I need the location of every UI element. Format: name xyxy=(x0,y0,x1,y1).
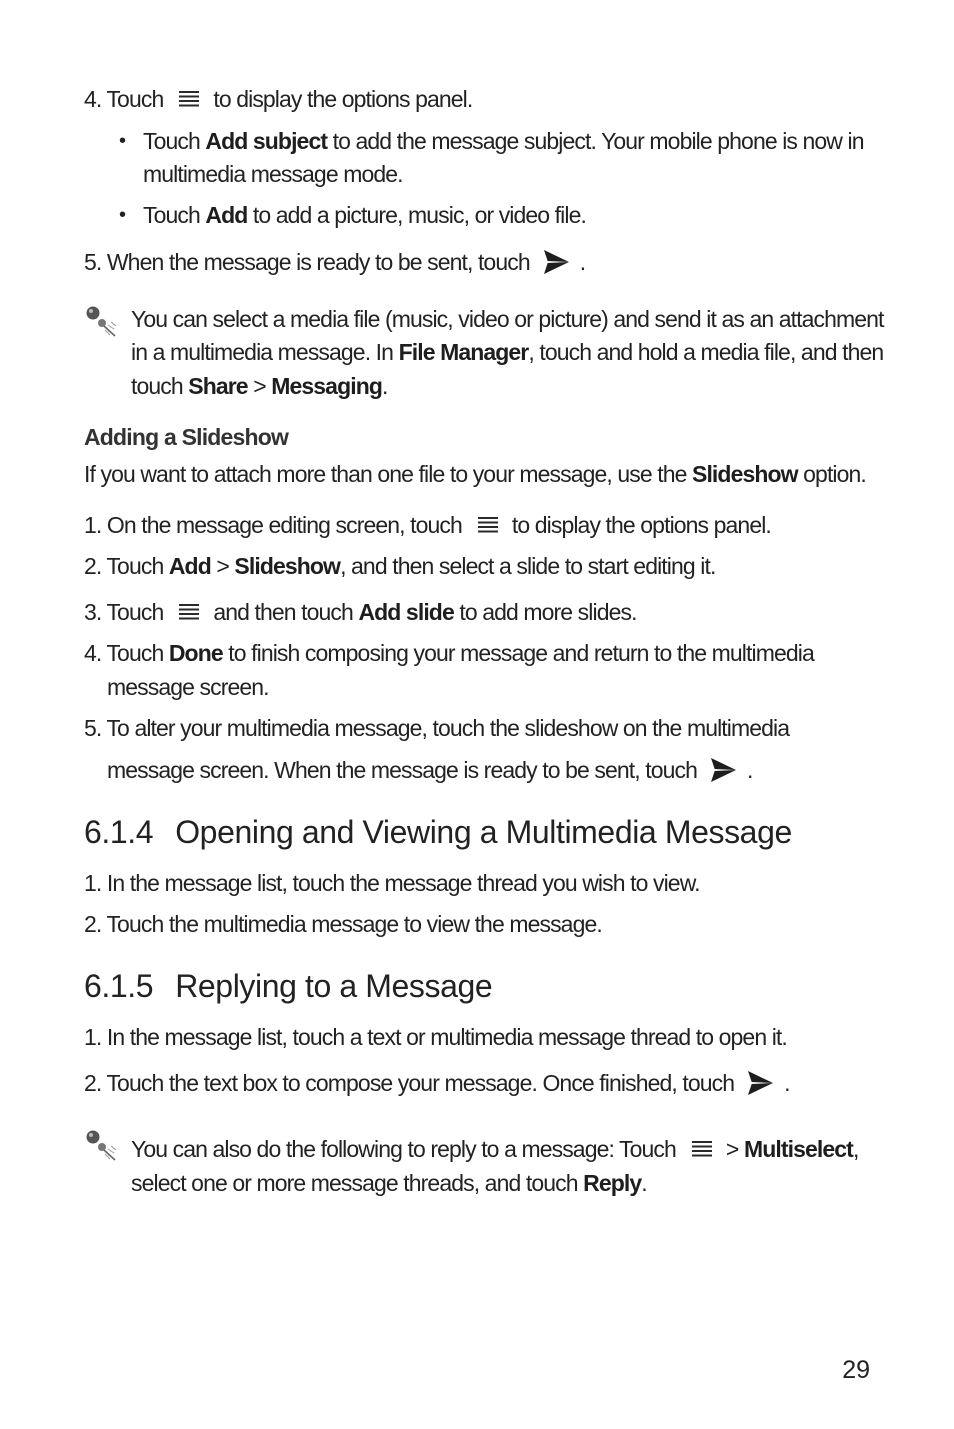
step-4 xyxy=(84,83,472,115)
done-term: Done xyxy=(168,640,223,666)
section-6-1-4-heading xyxy=(84,812,792,852)
slideshow-step-5: 5. To alter your multimedia message, touch the slideshow on the multimedia xyxy=(84,715,790,741)
tip-comma: , xyxy=(852,1136,859,1162)
menu-icon xyxy=(692,1141,712,1157)
tip-text: touch xyxy=(131,373,183,399)
step-separator: > xyxy=(216,553,229,579)
step-text: to display the options panel. xyxy=(511,512,771,538)
step-text: to finish composing your message and return to the multimedia xyxy=(228,640,814,666)
open-step-1: 1. In the message list, touch the message thread you wish to view. xyxy=(84,870,700,896)
tip-separator: > xyxy=(253,373,266,399)
tip-period: . xyxy=(641,1170,647,1196)
tip-2-line-1 xyxy=(131,1133,858,1165)
tip-text: in a multimedia message. In xyxy=(131,339,394,365)
share-term: Share xyxy=(188,373,248,399)
reply-term: Reply xyxy=(583,1170,642,1196)
step-text: 1. On the message editing screen, touch xyxy=(84,512,462,538)
add-term: Add xyxy=(168,553,211,579)
messaging-term: Messaging xyxy=(271,373,383,399)
step-5 xyxy=(84,246,585,278)
slideshow-step-4 xyxy=(84,637,814,669)
tip-period: . xyxy=(382,373,388,399)
step-text: , and then select a slide to start editing it. xyxy=(340,553,716,579)
bullet-add xyxy=(143,199,586,231)
multiselect-term: Multiselect xyxy=(743,1136,853,1162)
tip-icon xyxy=(84,305,118,339)
slideshow-step-4-cont: message screen. xyxy=(107,674,269,700)
add-subject-term: Add subject xyxy=(205,128,328,154)
add-slide-term: Add slide xyxy=(358,599,454,625)
reply-step-2 xyxy=(84,1067,790,1099)
menu-icon xyxy=(179,604,199,620)
step-4-text-end: to display the options panel. xyxy=(213,86,473,112)
tip-1-line-3 xyxy=(131,370,388,402)
section-title: Opening and Viewing a Multimedia Message xyxy=(175,814,792,850)
tip-text: , touch and hold a media file, and then xyxy=(528,339,884,365)
tip-1-line-1: You can select a media file (music, video or picture) and send it as an attachment xyxy=(131,306,884,332)
step-period: . xyxy=(784,1070,790,1096)
step-text: 2. Touch xyxy=(84,553,164,579)
menu-icon xyxy=(179,91,199,107)
slideshow-term: Slideshow xyxy=(234,553,341,579)
file-manager-term: File Manager xyxy=(398,339,529,365)
step-text: 3. Touch xyxy=(84,599,164,625)
section-6-1-5-heading xyxy=(84,966,492,1006)
step-4-text: 4. Touch xyxy=(84,86,164,112)
slideshow-intro xyxy=(84,458,866,490)
step-text: message screen. When the message is ready to be sent, touch xyxy=(107,757,697,783)
slideshow-term: Slideshow xyxy=(692,461,798,487)
tip-2-line-2 xyxy=(131,1167,647,1199)
open-step-2: 2. Touch the multimedia message to view the message. xyxy=(84,911,602,937)
slideshow-step-3 xyxy=(84,596,637,628)
step-text: 2. Touch the text box to compose your message. Once finished, touch xyxy=(84,1070,735,1096)
add-term: Add xyxy=(205,202,248,228)
tip-1-line-2 xyxy=(131,336,883,368)
step-period: . xyxy=(746,757,753,783)
tip-text: select one or more message threads, and touch xyxy=(131,1170,578,1196)
step-5-text: 5. When the message is ready to be sent, touch xyxy=(84,249,530,275)
page-number: 29 xyxy=(842,1356,870,1384)
intro-text: option. xyxy=(803,461,866,487)
slideshow-step-5-cont xyxy=(107,754,752,786)
bullet-marker: • xyxy=(119,204,127,226)
bullet-text: to add a picture, music, or video file. xyxy=(252,202,586,228)
step-5-period: . xyxy=(579,249,586,275)
bullet-marker: • xyxy=(119,130,127,152)
reply-step-1: 1. In the message list, touch a text or multimedia message thread to open it. xyxy=(84,1024,787,1050)
section-number: 6.1.4 xyxy=(84,814,154,850)
send-icon xyxy=(709,757,737,783)
bullet-text: Touch xyxy=(143,202,200,228)
bullet-add-subject-cont: multimedia message mode. xyxy=(143,161,403,187)
tip-text: You can also do the following to reply to a message: Touch xyxy=(131,1136,676,1162)
send-icon xyxy=(746,1070,774,1096)
slideshow-step-1 xyxy=(84,509,771,541)
intro-text: If you want to attach more than one file to your message, use the xyxy=(84,461,687,487)
tip-separator: > xyxy=(725,1136,739,1162)
bullet-add-subject xyxy=(143,125,864,157)
bullet-text: to add the message subject. Your mobile phone is now in xyxy=(332,128,864,154)
send-icon xyxy=(542,249,570,275)
slideshow-heading: Adding a Slideshow xyxy=(84,424,289,450)
step-text: 4. Touch xyxy=(84,640,164,666)
menu-icon xyxy=(478,517,498,533)
step-text: and then touch xyxy=(213,599,353,625)
tip-icon xyxy=(84,1129,118,1163)
section-title: Replying to a Message xyxy=(175,968,493,1004)
section-number: 6.1.5 xyxy=(84,968,154,1004)
slideshow-step-2 xyxy=(84,550,715,582)
step-text: to add more slides. xyxy=(459,599,637,625)
bullet-text: Touch xyxy=(143,128,200,154)
